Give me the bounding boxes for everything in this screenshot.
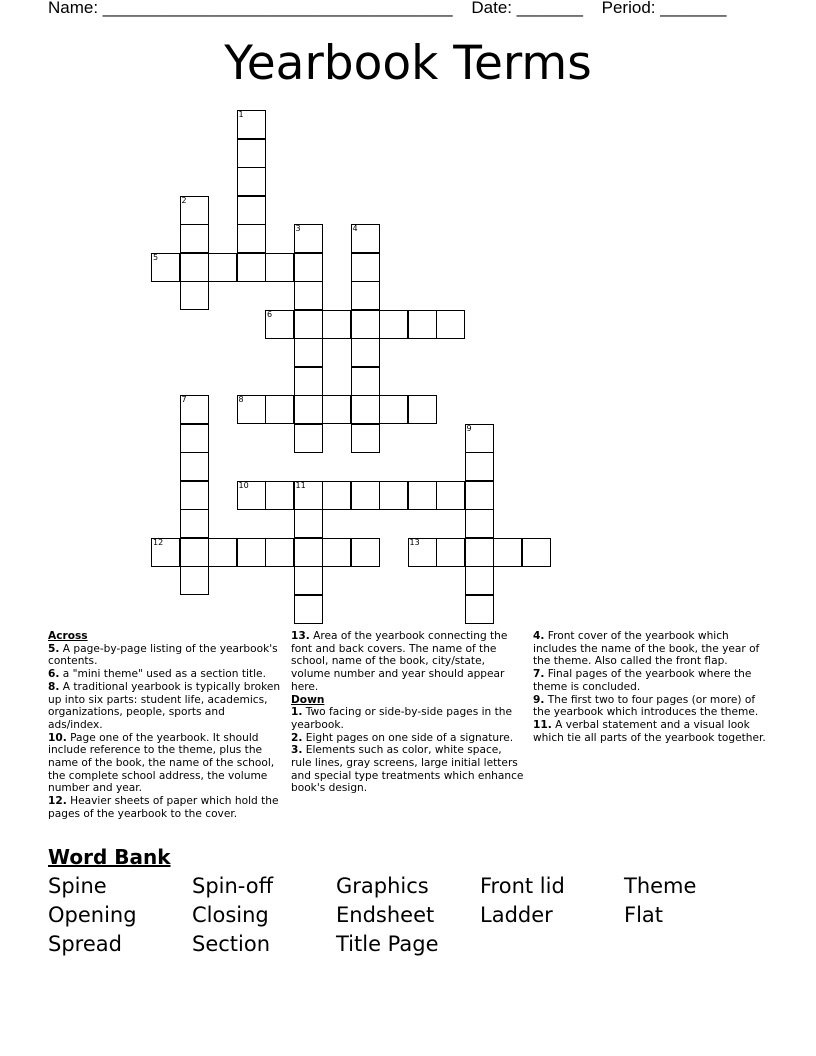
word-bank-item: Spine <box>48 874 107 898</box>
word-bank-item: Graphics <box>336 874 429 898</box>
grid-cell[interactable] <box>322 310 351 339</box>
clue-down-1: 1. Two facing or side-by-side pages in the yearbook. <box>291 706 512 731</box>
clue-across-13: 13. Area of the yearbook connecting the font and back covers. The name of the school, name of the book, city/state, volume number and year should appear here. <box>291 630 508 693</box>
grid-cell[interactable] <box>265 310 294 339</box>
grid-cell[interactable] <box>265 538 294 567</box>
clue-down-3: 3. Elements such as color, white space, rule lines, gray screens, large initial letters and special type treatments which enhance book's design. <box>291 744 524 795</box>
clue-number: 12 <box>153 537 164 547</box>
clue-down-7: 7. Final pages of the yearbook where the theme is concluded. <box>533 668 752 693</box>
grid-cell[interactable] <box>408 481 437 510</box>
down-heading: Down <box>291 693 325 706</box>
clue-across-12: 12. Heavier sheets of paper which hold the pages of the yearbook to the cover. <box>48 795 279 820</box>
grid-cell[interactable] <box>294 224 323 253</box>
grid-cell[interactable] <box>294 395 323 424</box>
word-bank-item: Front lid <box>480 874 565 898</box>
grid-cell[interactable] <box>208 253 237 282</box>
grid-cell[interactable] <box>351 224 380 253</box>
grid-cell[interactable] <box>351 338 380 367</box>
word-bank-item: Spin-off <box>192 874 274 898</box>
grid-cell[interactable] <box>237 224 266 253</box>
grid-cell[interactable] <box>237 538 266 567</box>
grid-cell[interactable] <box>294 253 323 282</box>
grid-cell[interactable] <box>294 424 323 453</box>
clue-number: 13 <box>409 537 420 547</box>
grid-cell[interactable] <box>294 595 323 624</box>
word-bank-item: Theme <box>624 874 697 898</box>
period-field[interactable]: Period: _______ <box>601 0 727 17</box>
grid-cell[interactable] <box>351 424 380 453</box>
grid-cell[interactable] <box>465 595 494 624</box>
clues-column-3 <box>533 630 767 744</box>
word-bank-item: Endsheet <box>336 903 435 927</box>
clue-number: 9 <box>466 423 472 433</box>
grid-cell[interactable] <box>151 253 180 282</box>
grid-cell[interactable] <box>180 224 209 253</box>
clue-number: 5 <box>153 252 159 262</box>
word-bank-item: Title Page <box>336 932 439 956</box>
grid-cell[interactable] <box>465 509 494 538</box>
clue-across-5: 5. A page-by-page listing of the yearbook's contents. <box>48 642 278 668</box>
grid-cell[interactable] <box>351 310 380 339</box>
clue-across-10: 10. Page one of the yearbook. It should include reference to the theme, plus the name of the book, the name of the school, the complete school address, the volume number and year. <box>48 731 275 795</box>
grid-cell[interactable] <box>294 310 323 339</box>
grid-cell[interactable] <box>436 481 465 510</box>
clue-across-6: 6. a "mini theme" used as a section title. <box>48 668 266 681</box>
grid-cell[interactable] <box>465 538 494 567</box>
clue-number: 8 <box>238 395 244 404</box>
grid-cell[interactable] <box>436 310 465 339</box>
grid-cell[interactable] <box>151 538 180 567</box>
grid-cell[interactable] <box>465 481 494 510</box>
word-bank-item: Flat <box>624 903 664 927</box>
grid-cell[interactable] <box>294 338 323 367</box>
word-bank-item: Ladder <box>480 903 553 927</box>
word-bank <box>48 872 768 959</box>
grid-cell[interactable] <box>180 395 209 424</box>
grid-cell[interactable] <box>351 481 380 510</box>
grid-cell[interactable] <box>208 538 237 567</box>
grid-cell[interactable] <box>294 509 323 538</box>
grid-cell[interactable] <box>180 196 209 225</box>
page-title: Yearbook Terms <box>224 36 592 91</box>
grid-cell[interactable] <box>265 395 294 424</box>
clue-number: 1 <box>238 110 244 119</box>
grid-cell[interactable] <box>237 395 266 424</box>
grid-cell[interactable] <box>180 452 209 481</box>
word-bank-item: Spread <box>48 932 122 956</box>
clue-down-4: 4. Front cover of the yearbook which includes the name of the book, the year of the theme. Also called the front flap. <box>533 630 760 668</box>
grid-cell[interactable] <box>237 110 266 139</box>
grid-cell[interactable] <box>351 253 380 282</box>
clue-number: 3 <box>295 224 301 233</box>
clue-number: 6 <box>267 309 273 319</box>
name-field[interactable]: Name: _____________________________________ <box>48 0 453 17</box>
clue-down-2: 2. Eight pages on one side of a signature. <box>291 731 514 744</box>
word-bank-title: Word Bank <box>48 845 171 869</box>
grid-cell[interactable] <box>237 481 266 510</box>
grid-cell[interactable] <box>237 139 266 168</box>
grid-cell[interactable] <box>294 566 323 595</box>
grid-cell[interactable] <box>465 424 494 453</box>
clue-number: 2 <box>181 195 187 205</box>
clue-down-11: 11. A verbal statement and a visual look which tie all parts of the yearbook together. <box>533 718 766 744</box>
grid-cell[interactable] <box>465 452 494 481</box>
grid-cell[interactable] <box>408 310 437 339</box>
grid-cell[interactable] <box>180 538 209 567</box>
grid-cell[interactable] <box>294 538 323 567</box>
grid-cell[interactable] <box>322 395 351 424</box>
grid-cell[interactable] <box>408 538 437 567</box>
clue-number: 7 <box>181 395 187 404</box>
clues-column-1 <box>48 630 282 821</box>
grid-cell[interactable] <box>522 538 551 567</box>
grid-cell[interactable] <box>237 196 266 225</box>
grid-cell[interactable] <box>237 253 266 282</box>
grid-cell[interactable] <box>294 281 323 310</box>
clue-down-9: 9. The first two to four pages (or more) of the yearbook which introduces the theme. <box>533 693 759 719</box>
grid-cell[interactable] <box>237 167 266 196</box>
grid-cell[interactable] <box>379 481 408 510</box>
grid-cell[interactable] <box>379 310 408 339</box>
grid-cell[interactable] <box>180 253 209 282</box>
grid-cell[interactable] <box>322 538 351 567</box>
clue-number: 11 <box>295 480 306 490</box>
grid-cell[interactable] <box>180 281 209 310</box>
grid-cell[interactable] <box>351 395 380 424</box>
grid-cell[interactable] <box>408 395 437 424</box>
grid-cell[interactable] <box>294 367 323 396</box>
date-field[interactable]: Date: _______ <box>471 0 583 17</box>
clue-number: 10 <box>238 480 249 490</box>
grid-cell[interactable] <box>379 395 408 424</box>
grid-cell[interactable] <box>351 367 380 396</box>
word-bank-item: Closing <box>192 903 269 927</box>
grid-cell[interactable] <box>180 566 209 595</box>
grid-cell[interactable] <box>465 566 494 595</box>
grid-cell[interactable] <box>180 481 209 510</box>
word-bank-item: Opening <box>48 903 137 927</box>
clue-number: 4 <box>352 224 358 233</box>
grid-cell[interactable] <box>265 481 294 510</box>
grid-cell[interactable] <box>322 481 351 510</box>
grid-cell[interactable] <box>351 538 380 567</box>
grid-cell[interactable] <box>294 481 323 510</box>
word-bank-item: Section <box>192 932 271 956</box>
grid-cell[interactable] <box>180 424 209 453</box>
grid-cell[interactable] <box>351 281 380 310</box>
clues-column-2 <box>291 630 525 795</box>
grid-cell[interactable] <box>436 538 465 567</box>
grid-cell[interactable] <box>265 253 294 282</box>
grid-cell[interactable] <box>180 509 209 538</box>
clue-across-8: 8. A traditional yearbook is typically broken up into six parts: student life, academics, organizations, people, sports and ads/index. <box>48 680 281 731</box>
grid-cell[interactable] <box>493 538 522 567</box>
across-heading: Across <box>48 630 88 642</box>
